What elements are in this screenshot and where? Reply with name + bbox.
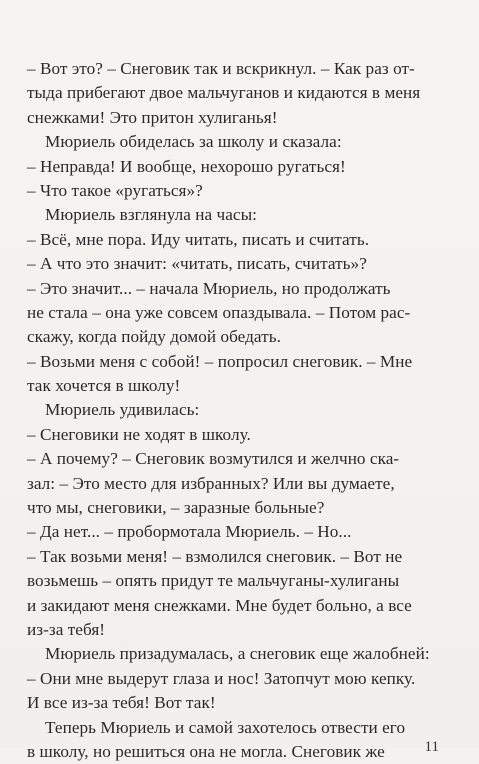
text-line: – Всё, мне пора. Иду читать, писать и считать. (27, 229, 370, 249)
text-line: – Что такое «ругаться»? (27, 180, 203, 200)
text-line: – А что это значит: «читать, писать, считать»? (27, 254, 367, 274)
text-line: – Вот это? – Снеговик так и вскрикнул. – Как раз от- (27, 59, 415, 78)
text-line: Теперь Мюриель и самой захотелось отвести его (45, 717, 406, 737)
text-line: возьмешь – опять придут те мальчуганы-хулиганы (27, 571, 400, 591)
text-line: – Они мне выдерут глаза и нос! Затопчут мою кепку. (27, 668, 416, 688)
text-line: и закидают меня снежками. Мне будет больно, а все (27, 595, 412, 615)
text-line: – Неправда! И вообще, нехорошо ругаться! (27, 156, 346, 176)
text-line: – Снеговики не ходят в школу. (27, 424, 251, 444)
text-line: в школу, но решиться она не могла. Снеговик же (27, 741, 385, 761)
text-line: скажу, когда пойду домой обедать. (27, 327, 281, 347)
text-line: Мюриель взглянула на часы: (45, 205, 258, 225)
text-line: так хочется в школу! (27, 376, 181, 396)
text-line: – Так возьми меня! – взмолился снеговик. – Вот не (27, 546, 403, 566)
text-line: Мюриель призадумалась, а снеговик еще жалобней: (45, 644, 430, 664)
text-line: – Да нет... – пробормотала Мюриель. – Но... (27, 522, 352, 542)
text-line: тыда прибегают двое мальчуганов и кидаются в меня (27, 83, 421, 103)
text-line: зал: – Это место для избранных? Или вы думаете, (27, 473, 395, 493)
text-line: Мюриель обиделась за школу и сказала: (45, 132, 342, 152)
page-number: 11 (424, 739, 439, 755)
text-line: снежками! Это притон хулиганья! (27, 107, 278, 127)
text-line: что мы, снеговики, – заразные больные? (27, 498, 325, 518)
text-line: не стала – она уже совсем опаздывала. – Потом рас- (27, 302, 411, 322)
text-line: из-за тебя! (27, 619, 106, 639)
page-text (27, 57, 459, 764)
text-line: – Возьми меня с собой! – попросил снеговик. – Мне (27, 351, 413, 371)
text-line: И все из-за тебя! Вот так! (27, 693, 216, 713)
text-line: Мюриель удивилась: (45, 400, 200, 420)
text-line: – Это значит... – начала Мюриель, но продолжать (27, 278, 391, 298)
text-line: – А почему? – Снеговик возмутился и желчно ска- (27, 449, 400, 469)
